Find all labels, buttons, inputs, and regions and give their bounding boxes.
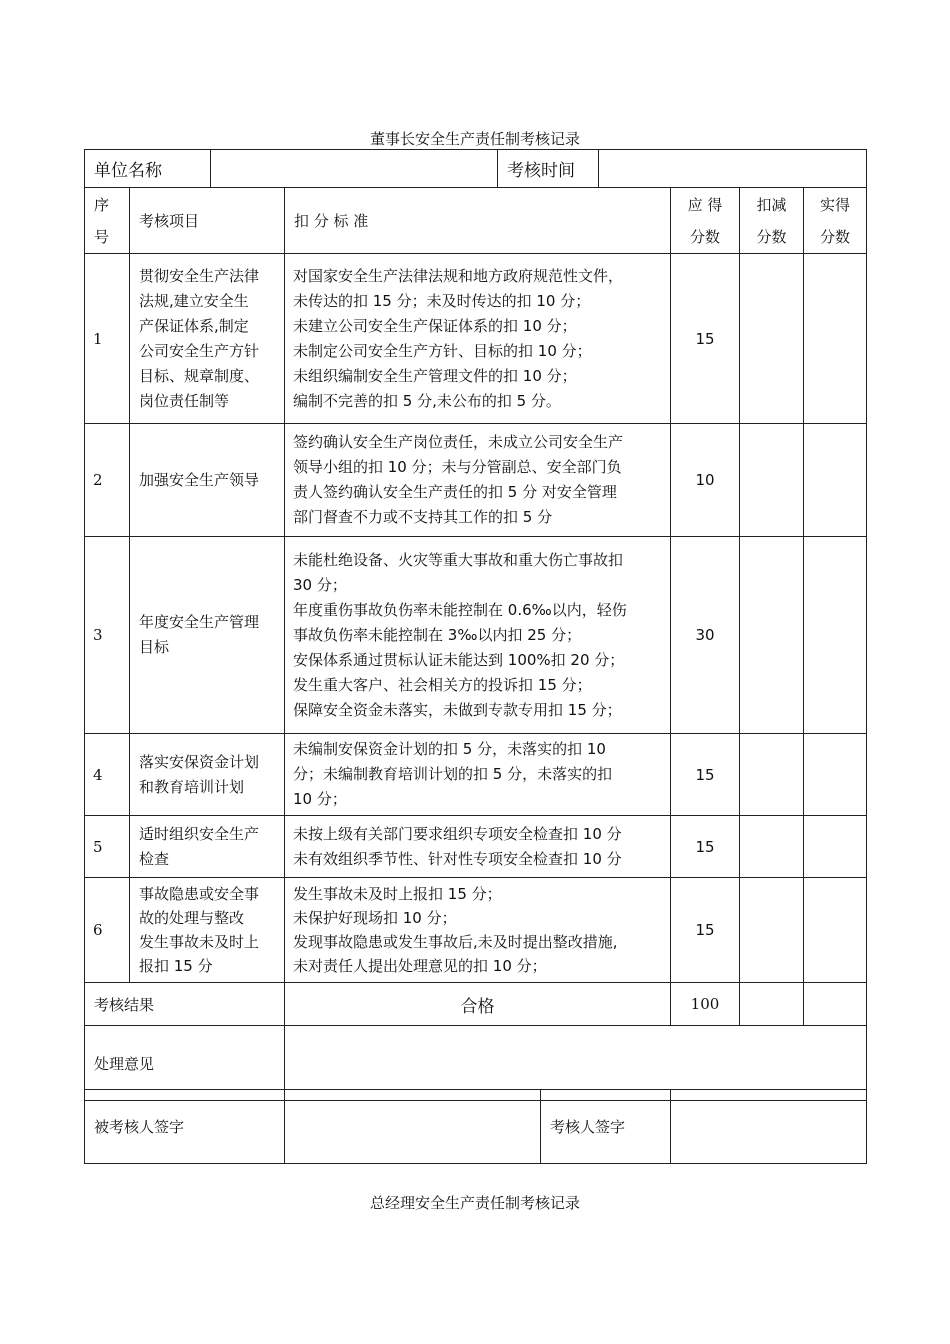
table-row (85, 537, 867, 734)
row-actual-score[interactable] (804, 816, 867, 878)
examiner-signature-field[interactable] (671, 1090, 867, 1164)
row-actual-score[interactable] (804, 254, 867, 424)
row-deduct-score[interactable] (740, 537, 804, 734)
row-due-score: 15 (671, 734, 740, 816)
row-seq: 4 (85, 734, 130, 816)
row-standard: 未能杜绝设备、火灾等重大事故和重大伤亡事故扣 30 分； 年度重伤事故负伤率未能控制在 0.6‰以内，轻伤 事故负伤率未能控制在 3‰以内扣 25 分； 安保体系通过贯标认证未能达到 100%扣 20 分； 发生重大客户、社会相关方的投诉扣 15 分； 保障安全资金未落实，未做到专款专用扣 15 分； (285, 537, 671, 734)
row-item: 贯彻安全生产法律 法规,建立安全生 产保证体系,制定 公司安全生产方针 目标、规章制度、 岗位责任制等 (130, 254, 285, 424)
row-seq: 6 (85, 878, 130, 983)
row-deduct-score[interactable] (740, 254, 804, 424)
row-item: 事故隐患或安全事 故的处理与整改 发生事故未及时上 报扣 15 分 (130, 878, 285, 983)
unit-name-label: 单位名称 (85, 150, 211, 188)
row-actual-score[interactable] (804, 878, 867, 983)
examiner-signature-label: 考核人签字 (541, 1090, 671, 1164)
row-seq: 1 (85, 254, 130, 424)
col-deduct-header: 扣减 分数 (740, 188, 804, 254)
next-section-title: 总经理安全生产责任制考核记录 (369, 1194, 580, 1212)
row-deduct-score[interactable] (740, 816, 804, 878)
assessment-time-label: 考核时间 (498, 150, 599, 188)
row-standard: 对国家安全生产法律法规和地方政府规范性文件， 未传达的扣 15 分；未及时传达的扣 10 分； 未建立公司安全生产保证体系的扣 10 分； 未制定公司安全生产方针、目标的扣 10 分； 未组织编制安全生产管理文件的扣 10 分； 编制不完善的扣 5 分,未公布的扣 5 分。 (285, 254, 671, 424)
row-seq: 3 (85, 537, 130, 734)
row-actual-score[interactable] (804, 424, 867, 537)
table-row (85, 878, 867, 983)
table-row (85, 816, 867, 878)
opinion-label: 处理意见 (85, 1026, 285, 1101)
header-table (84, 149, 867, 188)
row-standard: 签约确认安全生产岗位责任，未成立公司安全生产 领导小组的扣 10 分；未与分管副总、安全部门负 责人签约确认安全生产责任的扣 5 分 对安全管理 部门督查不力或不支持其工作的扣 5 分 (285, 424, 671, 537)
result-row (85, 983, 867, 1026)
row-deduct-score[interactable] (740, 734, 804, 816)
result-value: 合格 (285, 983, 671, 1026)
row-item: 适时组织安全生产 检查 (130, 816, 285, 878)
row-actual-score[interactable] (804, 734, 867, 816)
result-total: 100 (671, 983, 740, 1026)
row-due-score: 30 (671, 537, 740, 734)
result-label: 考核结果 (85, 983, 285, 1026)
result-deduct[interactable] (740, 983, 804, 1026)
row-item: 落实安保资金计划 和教育培训计划 (130, 734, 285, 816)
examinee-signature-field[interactable] (285, 1090, 541, 1164)
row-seq: 5 (85, 816, 130, 878)
col-due-header: 应 得 分数 (671, 188, 740, 254)
row-item: 年度安全生产管理 目标 (130, 537, 285, 734)
unit-name-field[interactable] (211, 150, 498, 188)
col-item-header: 考核项目 (130, 188, 285, 254)
table-row (85, 254, 867, 424)
row-deduct-score[interactable] (740, 878, 804, 983)
signature-table (84, 1089, 867, 1164)
examinee-signature-label: 被考核人签字 (85, 1090, 285, 1164)
table-row (85, 734, 867, 816)
row-standard: 发生事故未及时上报扣 15 分； 未保护好现场扣 10 分； 发现事故隐患或发生事故后,未及时提出整改措施, 未对责任人提出处理意见的扣 10 分； (285, 878, 671, 983)
row-due-score: 10 (671, 424, 740, 537)
row-due-score: 15 (671, 254, 740, 424)
row-due-score: 15 (671, 878, 740, 983)
assessment-table (84, 187, 867, 1101)
row-actual-score[interactable] (804, 537, 867, 734)
column-header-row (85, 188, 867, 254)
row-seq: 2 (85, 424, 130, 537)
row-deduct-score[interactable] (740, 424, 804, 537)
row-standard: 未按上级有关部门要求组织专项安全检查扣 10 分 未有效组织季节性、针对性专项安全检查扣 10 分 (285, 816, 671, 878)
col-standard-header: 扣 分 标 准 (285, 188, 671, 254)
document-title: 董事长安全生产责任制考核记录 (369, 130, 580, 148)
row-item: 加强安全生产领导 (130, 424, 285, 537)
row-due-score: 15 (671, 816, 740, 878)
result-actual[interactable] (804, 983, 867, 1026)
assessment-time-field[interactable] (599, 150, 867, 188)
col-actual-header: 实得 分数 (804, 188, 867, 254)
table-row (85, 424, 867, 537)
row-standard: 未编制安保资金计划的扣 5 分，未落实的扣 10 分；未编制教育培训计划的扣 5 分，未落实的扣 10 分； (285, 734, 671, 816)
col-seq-header: 序 号 (85, 188, 130, 254)
